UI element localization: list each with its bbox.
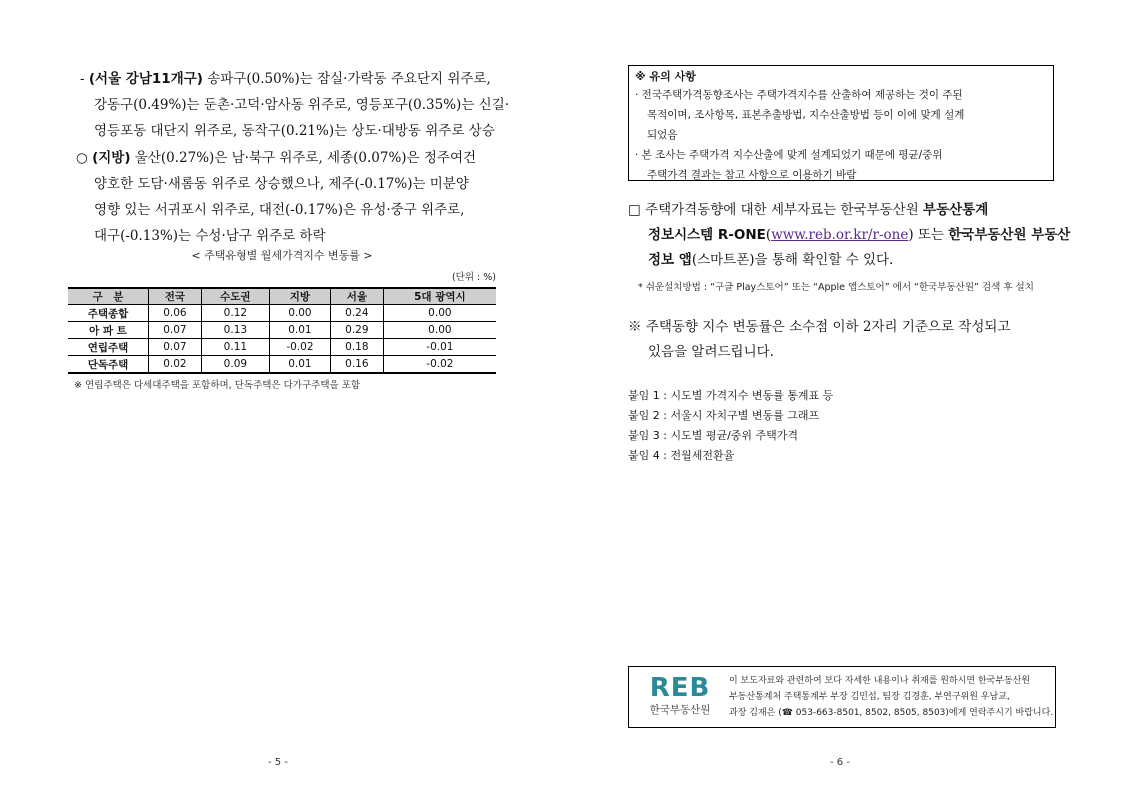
table-row xyxy=(68,356,496,374)
install-note: * 쉬운설치방법 : “구글 Play스토어” 또는 “Apple 앱스토어” 에서 “한국부동산원” 검색 후 설치 xyxy=(638,282,1034,293)
circle-bullet: ○ xyxy=(76,150,88,166)
gangnam-paragraph xyxy=(80,66,509,144)
notice-line: · 전국주택가격동향조사는 주택가격지수를 산출하여 제공하는 것이 주된 xyxy=(635,89,963,101)
left-page xyxy=(0,0,560,793)
table-cell: 0.07 xyxy=(149,322,202,339)
page-number: - 5 - xyxy=(268,757,288,768)
attachment-item: 붙임 1 : 시도별 가격지수 변동률 통계표 등 xyxy=(628,389,834,402)
details-bold: 정보 앱 xyxy=(648,252,692,268)
table-cell: 0.00 xyxy=(269,305,330,322)
reb-logo xyxy=(637,673,723,717)
attachment-item: 붙임 2 : 서울시 자치구별 변동률 그래프 xyxy=(628,409,820,422)
table-cell: 0.01 xyxy=(269,356,330,374)
notice-title: ※ 유의 사항 xyxy=(635,70,696,83)
details-text: ) 또는 xyxy=(908,227,949,243)
table-cell: 연립주택 xyxy=(68,339,149,356)
table-row xyxy=(68,322,496,339)
regional-line: 대구(-0.13%)는 수성·남구 위주로 하락 xyxy=(94,228,326,244)
r-one-link[interactable]: www.reb.or.kr/r-one xyxy=(771,227,909,243)
table-cell: 주택종합 xyxy=(68,305,149,322)
table-cell: 0.01 xyxy=(269,322,330,339)
table-header: 지방 xyxy=(269,288,330,305)
contact-line: 부동산통계처 주택통계부 부장 김민섭, 팀장 김경훈, 부연구위원 우남교, xyxy=(729,692,1010,702)
notice-item xyxy=(635,145,1047,185)
table-title: < 주택유형별 월세가격지수 변동률 > xyxy=(191,249,373,262)
table-row xyxy=(68,339,496,356)
contact-box xyxy=(628,666,1056,728)
table-cell: 0.16 xyxy=(330,356,383,374)
notice-box xyxy=(628,65,1054,181)
dash-bullet: - xyxy=(80,71,85,87)
reb-logo-mark: REB xyxy=(649,673,711,703)
details-text: (스마트폰)을 통해 확인할 수 있다. xyxy=(691,252,894,268)
table-unit: (단위 : %) xyxy=(451,272,496,283)
notice-line: · 본 조사는 주택가격 지수산출에 맞게 설계되었기 때문에 평균/중위 xyxy=(635,149,943,161)
table-cell: 아 파 트 xyxy=(68,322,149,339)
table-cell: -0.01 xyxy=(383,339,496,356)
gangnam-heading: (서울 강남11개구) xyxy=(88,71,203,87)
contact-info xyxy=(729,673,1053,721)
notice-item xyxy=(635,85,1047,145)
attachment-item: 붙임 4 : 전월세전환율 xyxy=(628,449,735,462)
table-cell: 0.00 xyxy=(383,322,496,339)
table-row xyxy=(68,305,496,322)
regional-heading: (지방) xyxy=(92,150,131,166)
table-cell: 0.29 xyxy=(330,322,383,339)
decimal-note-line: 있음을 알려드립니다. xyxy=(648,344,774,360)
contact-line: 이 보도자료와 관련하여 보다 자세한 내용이나 취재를 원하시면 한국부동산원 xyxy=(729,676,1031,686)
table-cell: 0.02 xyxy=(149,356,202,374)
decimal-note-line: ※ 주택동향 지수 변동률은 소수점 이하 2자리 기준으로 작성되고 xyxy=(628,319,1011,335)
details-text: ( xyxy=(765,227,772,243)
table-cell: 0.24 xyxy=(330,305,383,322)
table-cell: 0.06 xyxy=(149,305,202,322)
table-header: 서울 xyxy=(330,288,383,305)
gangnam-line: 송파구(0.50%)는 잠실·가락동 주요단지 위주로, xyxy=(202,71,491,87)
gangnam-line: 영등포동 대단지 위주로, 동작구(0.21%)는 상도·대방동 위주로 상승 xyxy=(94,123,495,139)
details-paragraph xyxy=(628,198,1070,273)
regional-line: 양호한 도담·새롬동 위주로 상승했으나, 제주(-0.17%)는 미분양 xyxy=(94,176,469,192)
table-cell: 0.00 xyxy=(383,305,496,322)
table-cell: 0.07 xyxy=(149,339,202,356)
reb-logo-name: 한국부동산원 xyxy=(649,704,711,716)
gangnam-line: 강동구(0.49%)는 둔촌·고덕·암사동 위주로, 영등포구(0.35%)는 신길· xyxy=(94,97,510,113)
square-bullet: □ xyxy=(628,202,641,218)
page-number: - 6 - xyxy=(830,757,850,768)
regional-line: 울산(0.27%)은 남·북구 위주로, 세종(0.07%)은 정주여건 xyxy=(130,150,477,166)
regional-line: 영향 있는 서귀포시 위주로, 대전(-0.17%)은 유성·중구 위주로, xyxy=(94,202,465,218)
regional-paragraph xyxy=(76,145,476,249)
notice-line: 주택가격 결과는 참고 사항으로 이용하기 바람 xyxy=(647,169,857,181)
details-bold: 부동산통계 xyxy=(923,202,989,218)
table-cell: 0.11 xyxy=(201,339,269,356)
rent-index-table xyxy=(68,287,496,374)
table-cell: -0.02 xyxy=(383,356,496,374)
notice-line: 목적이며, 조사항목, 표본추출방법, 지수산출방법 등이 이에 맞게 설계 xyxy=(647,109,965,121)
table-footnote: ※ 연립주택은 다세대주택을 포함하며, 단독주택은 다가구주택을 포함 xyxy=(74,380,361,391)
details-bold: 한국부동산원 부동산 xyxy=(948,227,1071,243)
decimal-note xyxy=(628,315,1010,365)
notice-line: 되었음 xyxy=(647,129,678,141)
attachment-item: 붙임 3 : 시도별 평균/중위 주택가격 xyxy=(628,429,799,442)
details-bold: 정보시스템 R-ONE xyxy=(648,227,766,243)
details-text: 주택가격동향에 대한 세부자료는 한국부동산원 xyxy=(640,202,924,218)
table-cell: -0.02 xyxy=(269,339,330,356)
table-cell: 0.13 xyxy=(201,322,269,339)
table-header: 수도권 xyxy=(201,288,269,305)
table-header: 전국 xyxy=(149,288,202,305)
table-header: 5대 광역시 xyxy=(383,288,496,305)
table-header-row xyxy=(68,288,496,305)
table-cell: 0.12 xyxy=(201,305,269,322)
table-cell: 0.09 xyxy=(201,356,269,374)
table-cell: 단독주택 xyxy=(87,358,129,371)
contact-line: 과장 김재은 (☎ 053-663-8501, 8502, 8505, 8503)에게 연락주시기 바랍니다. xyxy=(729,708,1054,718)
table-header: 구 분 xyxy=(68,288,149,305)
table-cell: 0.18 xyxy=(330,339,383,356)
